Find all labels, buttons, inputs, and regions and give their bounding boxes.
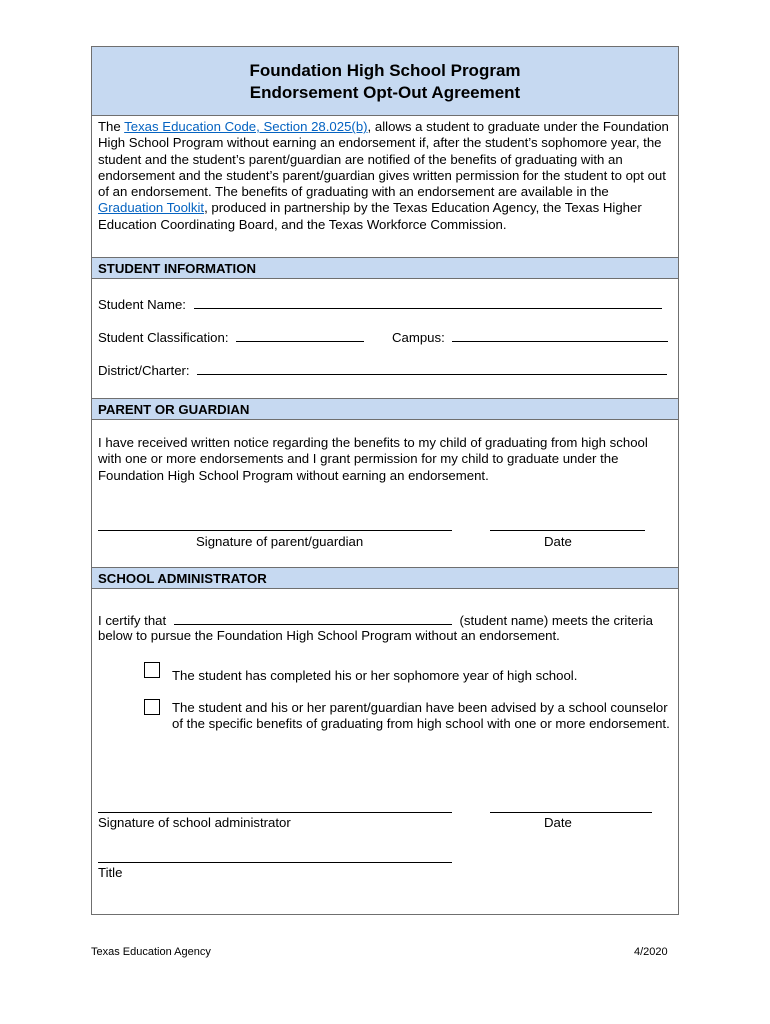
district-charter-blank[interactable] xyxy=(197,362,667,375)
graduation-toolkit-link[interactable]: Graduation Toolkit xyxy=(98,200,205,216)
certify-text-start: I certify that xyxy=(98,613,167,628)
student-classification-label: Student Classification: xyxy=(98,330,229,345)
certify-student-name-blank[interactable] xyxy=(174,612,452,625)
campus-blank[interactable] xyxy=(452,329,668,342)
counselor-advised-checkbox[interactable] xyxy=(144,699,160,715)
form-title-box xyxy=(92,47,678,116)
school-administrator-header: SCHOOL ADMINISTRATOR xyxy=(92,567,678,589)
form-subtitle: Endorsement Opt-Out Agreement xyxy=(249,83,521,102)
student-classification-field[interactable] xyxy=(98,329,364,346)
administrator-date-line[interactable] xyxy=(490,812,652,813)
administrator-signature-caption: Signature of school administrator xyxy=(98,815,291,830)
student-information-header: STUDENT INFORMATION xyxy=(92,257,678,279)
student-classification-blank[interactable] xyxy=(236,329,364,342)
student-name-field[interactable] xyxy=(98,296,662,313)
education-code-link[interactable]: Texas Education Code, Section 28.025(b) xyxy=(124,119,368,134)
certify-line xyxy=(98,612,653,629)
administrator-signature-line[interactable] xyxy=(98,812,452,813)
certify-text-end: (student name) meets the criteria xyxy=(459,613,654,628)
student-name-blank[interactable] xyxy=(194,296,662,309)
footer-agency: Texas Education Agency xyxy=(91,946,211,958)
intro-text-start: The xyxy=(98,119,125,134)
administrator-date-caption: Date xyxy=(544,815,572,830)
parent-signature-caption: Signature of parent/guardian xyxy=(196,534,364,549)
campus-label: Campus: xyxy=(392,330,445,345)
campus-field[interactable] xyxy=(392,329,668,346)
administrator-title-caption: Title xyxy=(98,865,123,880)
parent-signature-line[interactable] xyxy=(98,530,452,531)
certify-line-2: below to pursue the Foundation High School Program without an endorsement. xyxy=(98,628,560,643)
parent-date-line[interactable] xyxy=(490,530,645,531)
sophomore-checkbox[interactable] xyxy=(144,662,160,678)
form-title: Foundation High School Program xyxy=(249,61,521,80)
counselor-advised-check-label: The student and his or her parent/guardian have been advised by a school counselor of the specific benefits of graduating from high school with one or more endorsement. xyxy=(172,700,670,732)
administrator-title-line[interactable] xyxy=(98,862,452,863)
intro-paragraph xyxy=(98,119,674,233)
intro-text-end: , produced in partnership by the Texas Education Agency, the Texas Higher Education Coordinating Board, and the Texas Workforce Commission. xyxy=(98,200,642,232)
footer-date: 4/2020 xyxy=(634,946,668,958)
student-name-label: Student Name: xyxy=(98,297,186,312)
district-charter-label: District/Charter: xyxy=(98,363,190,378)
parent-permission-text: I have received written notice regarding the benefits to my child of graduating from high school with one or more endorsements and I grant permission for my child to graduate under the Foundation High School Program without earning an endorsement. xyxy=(98,435,648,483)
opt-out-form xyxy=(91,46,679,915)
parent-date-caption: Date xyxy=(544,534,572,549)
sophomore-check-label: The student has completed his or her sophomore year of high school. xyxy=(172,668,578,683)
intro-text-middle: , allows a student to graduate under the Foundation High School Program without earning an endorsement if, after the student’s sophomore year, the student and the student’s parent/guardian are notified of the benefits of graduating with an endorsement and the student’s parent/guardian gives written permission for the student to opt out of an endorsement. The benefits of graduating with an endorsement are available in the xyxy=(98,119,669,200)
district-charter-field[interactable] xyxy=(98,362,667,379)
parent-guardian-header: PARENT OR GUARDIAN xyxy=(92,398,678,420)
